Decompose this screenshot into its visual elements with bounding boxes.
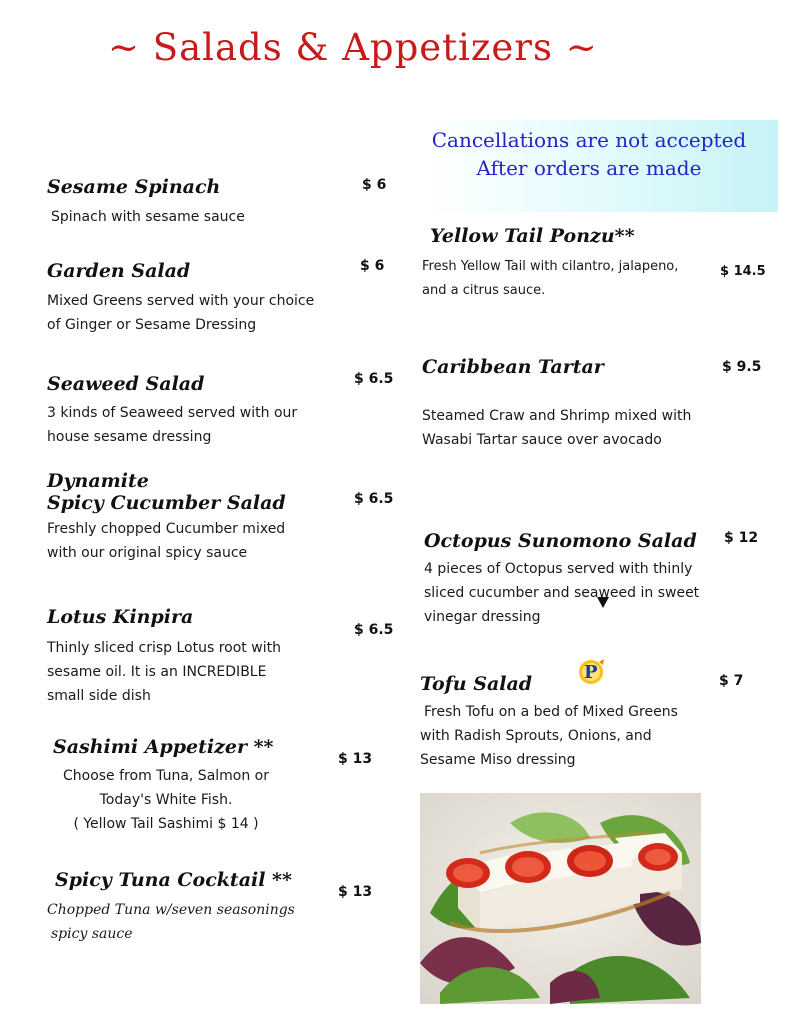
item-price-sashimi-appetizer: $ 13 <box>338 751 373 767</box>
item-price-caribbean-tartar: $ 9.5 <box>722 359 762 375</box>
item-desc-lotus-kinpira: Thinly sliced crisp Lotus root with sesame oil. It is an INCREDIBLE small side dish <box>47 640 281 704</box>
item-name-dynamite: Dynamite <box>47 470 149 492</box>
svg-text:P: P <box>584 662 598 683</box>
notice-line-1: Cancellations are not accepted <box>431 128 747 152</box>
item-desc-garden-salad: Mixed Greens served with your choice of Ginger or Sesame Dressing <box>47 293 315 333</box>
menu-title: ~ Salads & Appetizers ~ <box>108 26 598 69</box>
item-name-yellow-tail-ponzu: Yellow Tail Ponzu** <box>430 225 635 247</box>
notice-line-2: After orders are made <box>476 156 702 180</box>
item-price-spicy-cucumber-salad: $ 6.5 <box>354 491 394 507</box>
item-desc-spicy-tuna-cocktail: Chopped Tuna w/seven seasonings spicy sauce <box>47 902 295 942</box>
cancellation-notice <box>422 120 778 212</box>
item-desc-octopus-sunomono-salad: 4 pieces of Octopus served with thinly sliced cucumber and seaweed in sweet vinegar dressing <box>424 561 700 625</box>
item-price-lotus-kinpira: $ 6.5 <box>354 622 394 638</box>
item-name-caribbean-tartar: Caribbean Tartar <box>422 356 604 378</box>
item-name-spicy-cucumber-salad: Spicy Cucumber Salad <box>47 492 286 514</box>
item-name-octopus-sunomono-salad: Octopus Sunomono Salad <box>424 530 697 552</box>
item-price-yellow-tail-ponzu: $ 14.5 <box>720 264 766 279</box>
item-desc-spicy-cucumber-salad: Freshly chopped Cucumber mixed with our original spicy sauce <box>47 521 286 561</box>
item-name-garden-salad: Garden Salad <box>47 260 191 282</box>
item-name-spicy-tuna-cocktail: Spicy Tuna Cocktail ** <box>55 869 292 891</box>
triangle-marker-icon <box>597 597 609 608</box>
tofu-salad-photo <box>420 793 701 1004</box>
item-name-seaweed-salad: Seaweed Salad <box>47 373 205 395</box>
item-price-spicy-tuna-cocktail: $ 13 <box>338 884 373 900</box>
item-desc-tofu-salad: Fresh Tofu on a bed of Mixed Greens with Radish Sprouts, Onions, and Sesame Miso dressing <box>420 704 678 768</box>
item-desc-sesame-spinach: Spinach with sesame sauce <box>51 209 245 225</box>
item-desc-sashimi-appetizer: Choose from Tuna, Salmon or Today's White Fish. ( Yellow Tail Sashimi $ 14 ) <box>62 768 270 832</box>
item-name-sesame-spinach: Sesame Spinach <box>47 176 221 198</box>
item-desc-yellow-tail-ponzu: Fresh Yellow Tail with cilantro, jalapeno, and a citrus sauce. <box>422 259 679 298</box>
item-desc-seaweed-salad: 3 kinds of Seaweed served with our house sesame dressing <box>47 405 298 445</box>
item-price-seaweed-salad: $ 6.5 <box>354 371 394 387</box>
item-name-tofu-salad: Tofu Salad <box>420 673 533 695</box>
item-name-sashimi-appetizer: Sashimi Appetizer ** <box>53 736 274 758</box>
item-price-garden-salad: $ 6 <box>360 258 385 274</box>
item-price-sesame-spinach: $ 6 <box>362 177 387 193</box>
item-price-tofu-salad: $ 7 <box>719 673 744 689</box>
item-desc-caribbean-tartar: Steamed Craw and Shrimp mixed with Wasabi Tartar sauce over avocado <box>422 408 692 448</box>
pin-badge-icon <box>574 658 608 688</box>
item-name-lotus-kinpira: Lotus Kinpira <box>47 606 194 628</box>
item-price-octopus-sunomono-salad: $ 12 <box>724 530 759 546</box>
